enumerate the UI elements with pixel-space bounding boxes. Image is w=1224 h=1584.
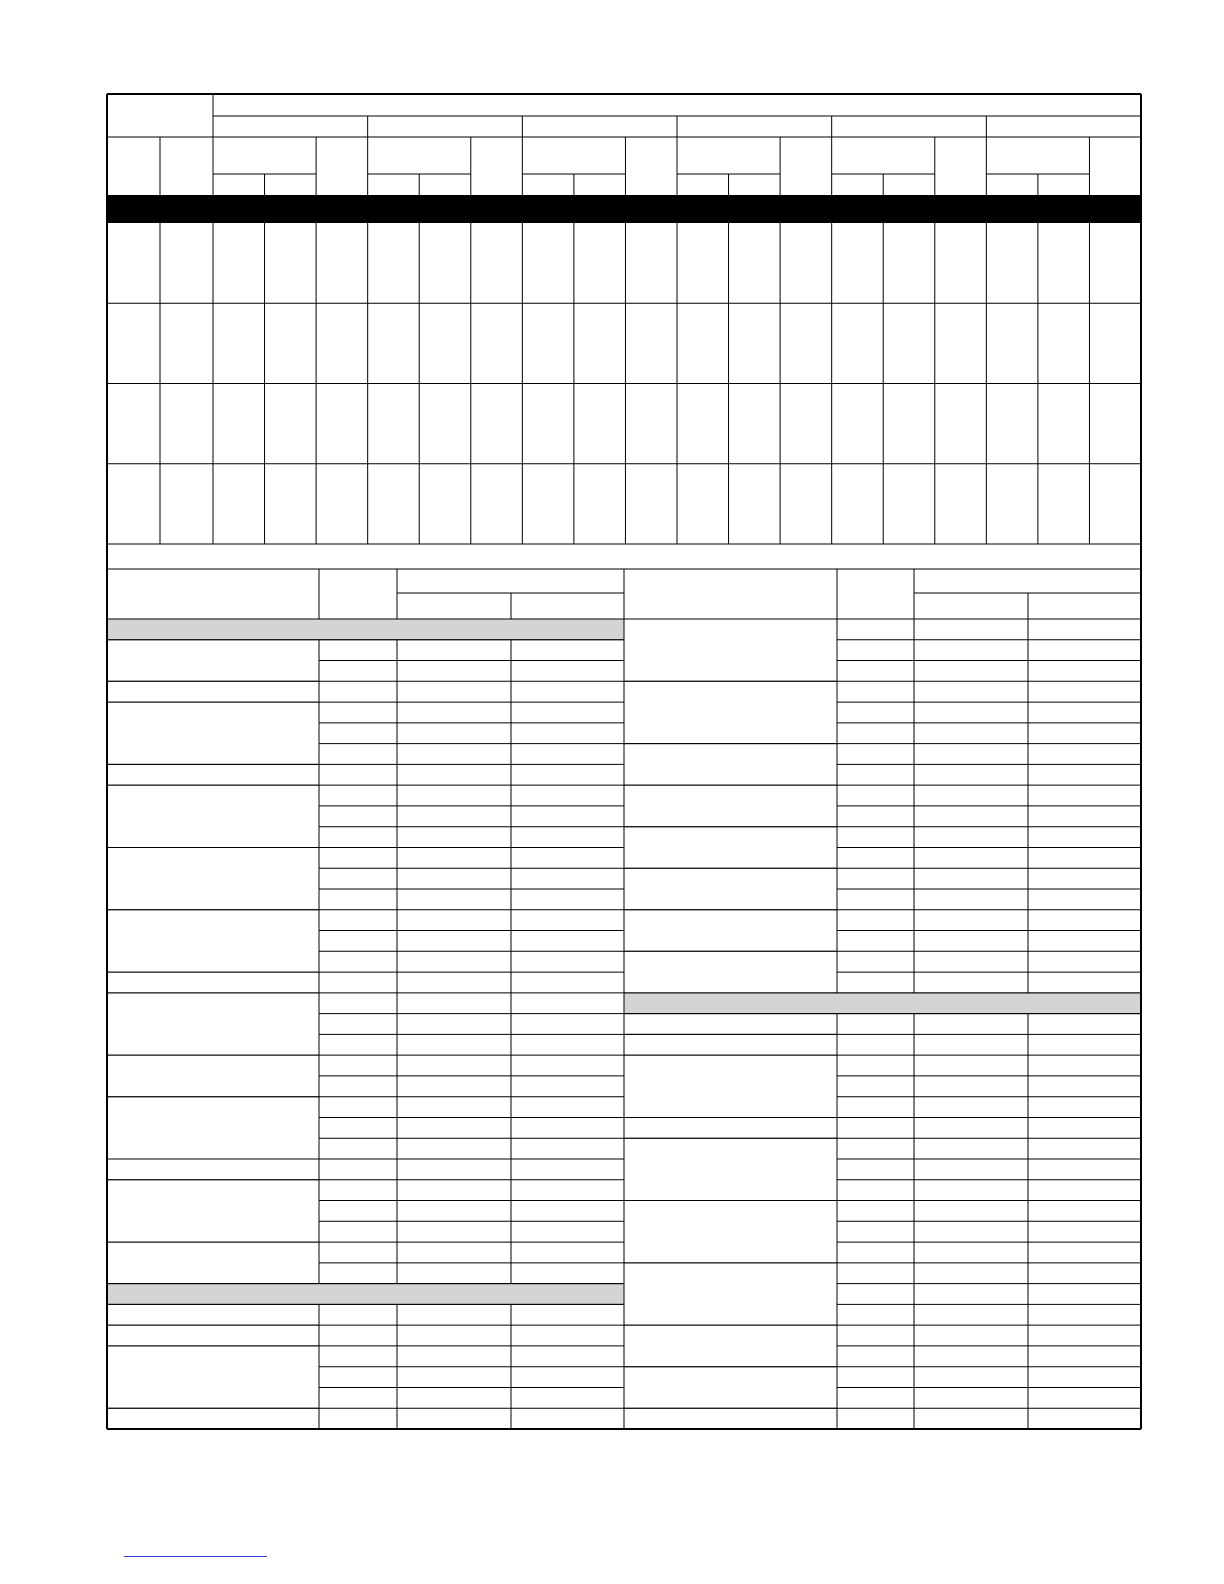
- lower-table: [107, 544, 1141, 1429]
- right-section-band: [624, 993, 1141, 1014]
- left-section-band-2: [107, 1284, 624, 1305]
- footer-link-underline[interactable]: [124, 1556, 267, 1557]
- left-section-band-1: [107, 619, 624, 640]
- upper-table: [107, 94, 1141, 544]
- header-bar: [107, 195, 1141, 223]
